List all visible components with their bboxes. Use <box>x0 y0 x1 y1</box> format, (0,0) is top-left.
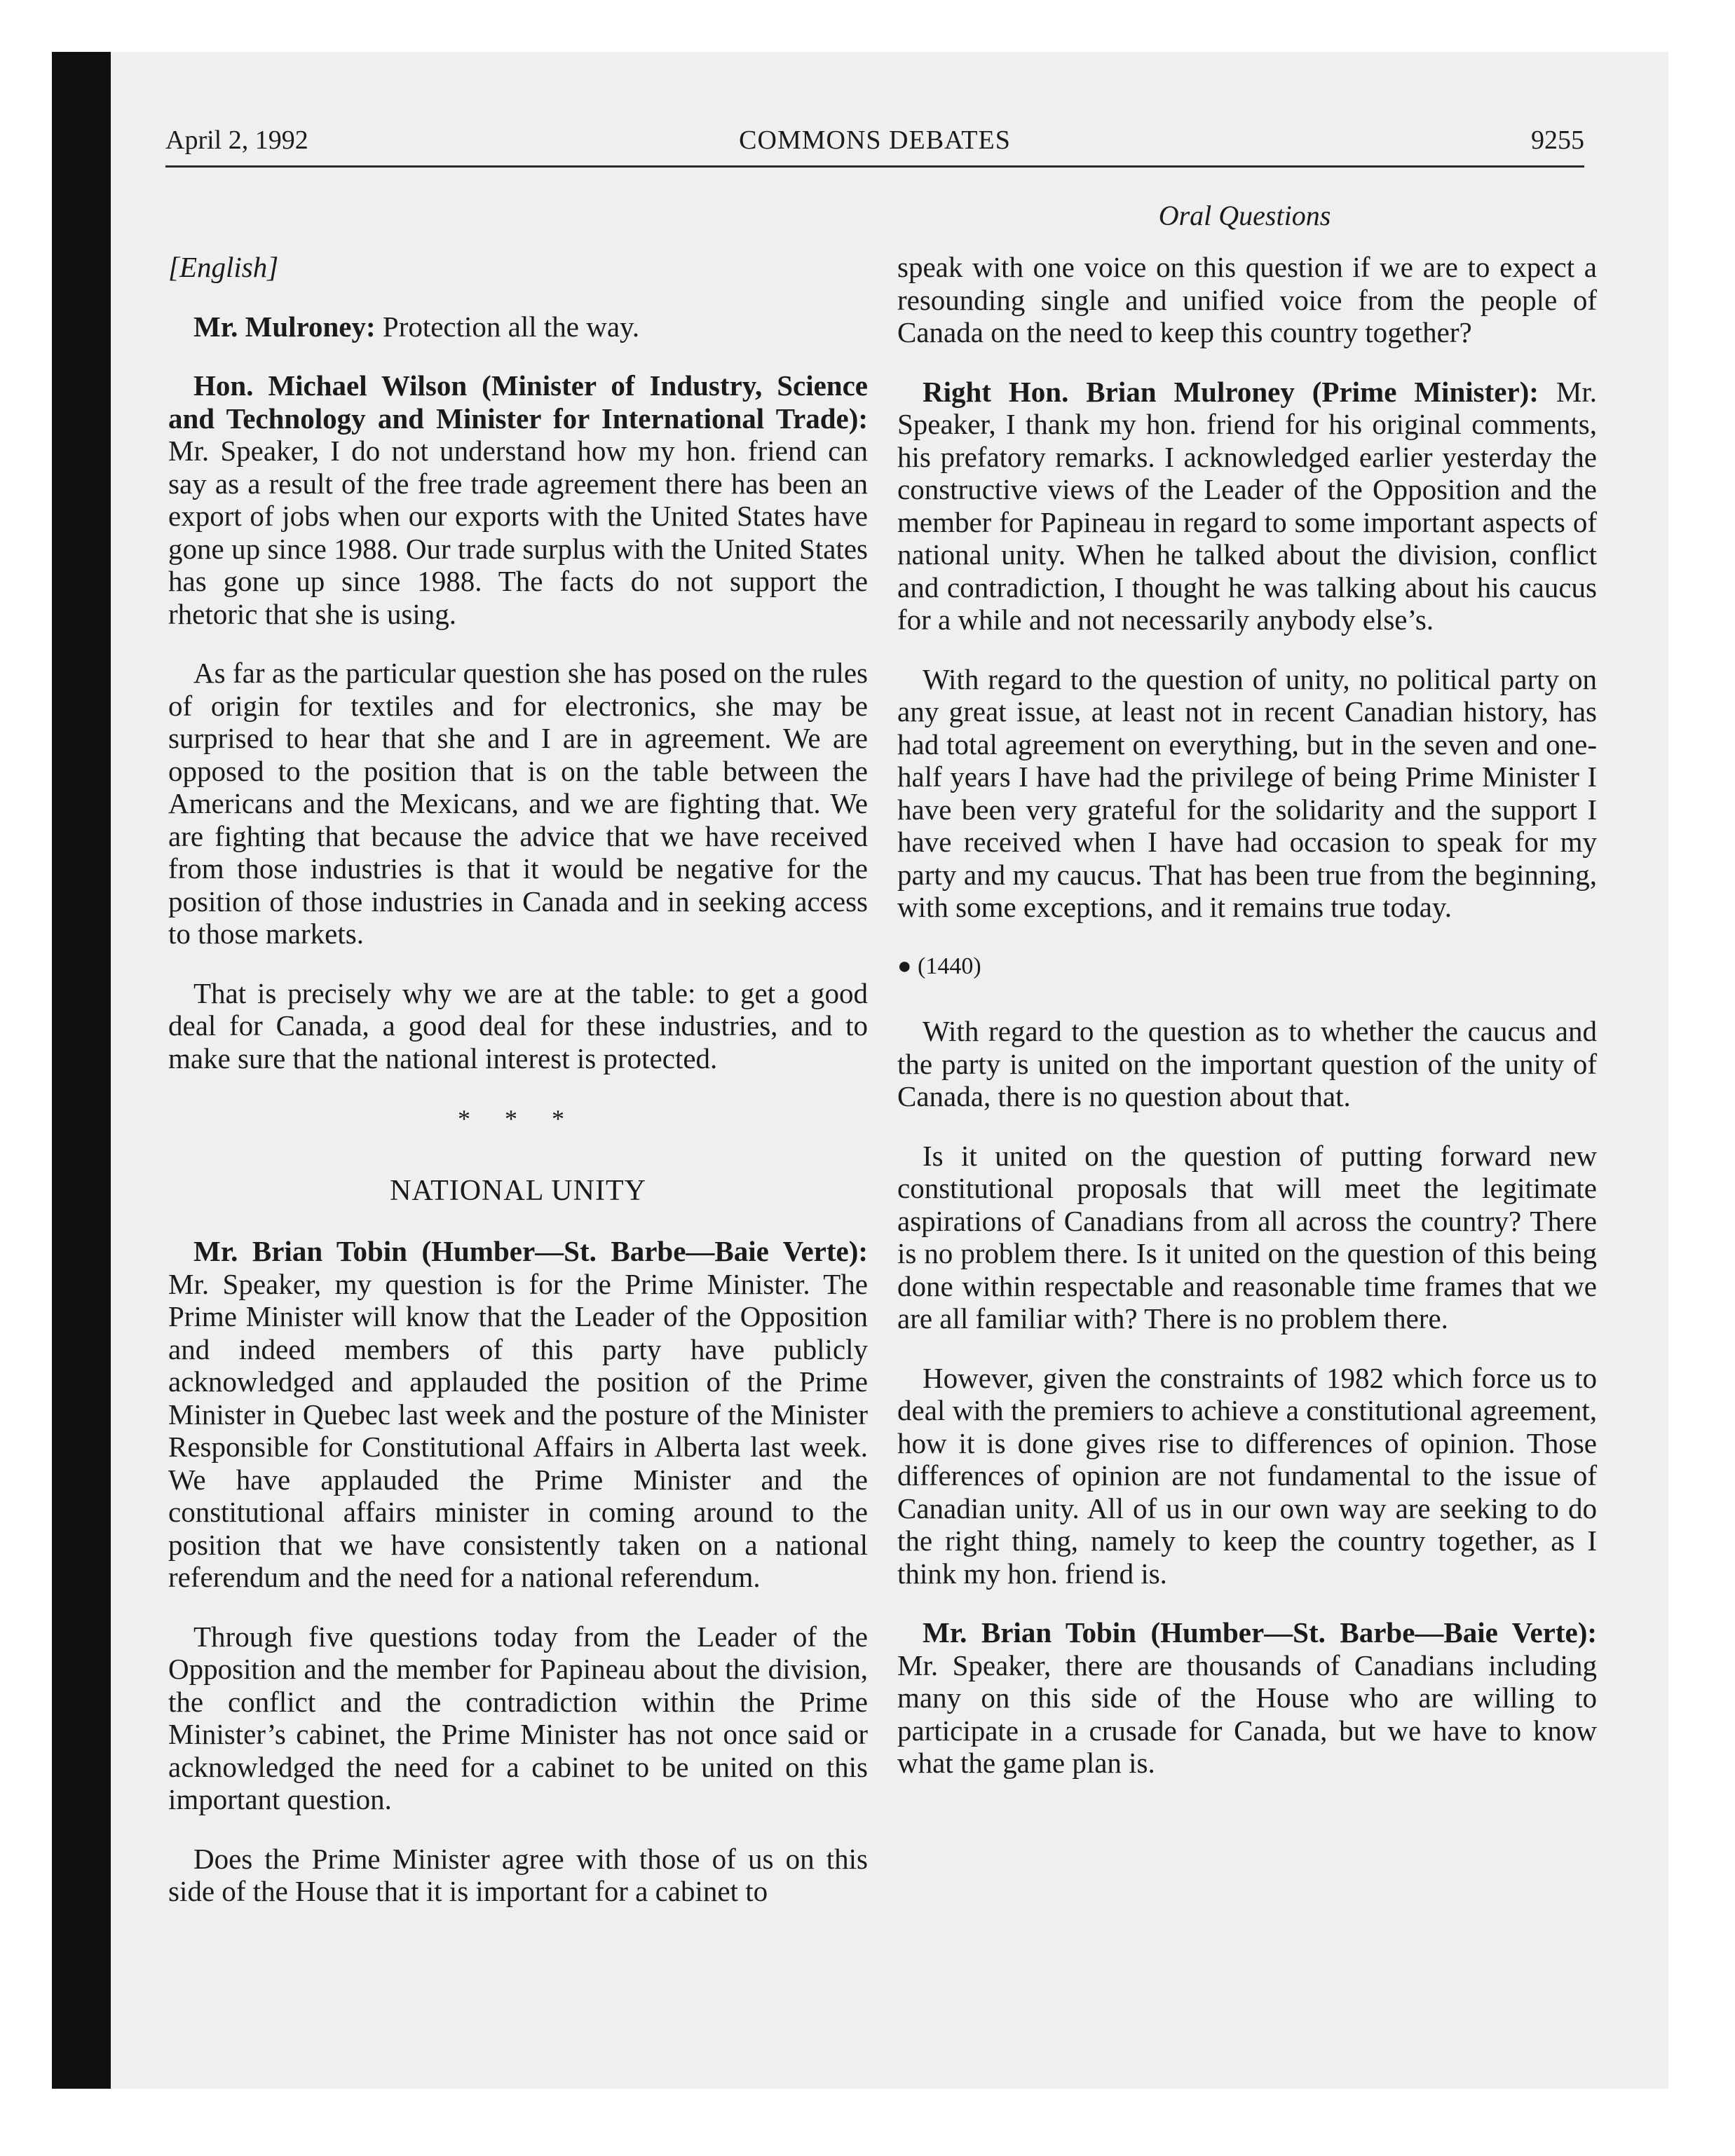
paragraph: That is precisely why we are at the table: to get a good deal for Canada, a good deal for these industries, and to make sure that the national interest is protected. <box>168 976 868 1074</box>
language-marker: [English] <box>168 251 279 283</box>
paragraph: With regard to the question as to whether the caucus and the party is united on the important question of the unity of Canada, there is no question about that. <box>897 1015 1597 1112</box>
paragraph <box>897 1616 1597 1780</box>
paragraph <box>168 1235 868 1594</box>
speech-text: Mr. Speaker, there are thousands of Canadians including many on this side of the House who are willing to participate in a crusade for Canada, but we have to know what the game plan is. <box>897 1649 1597 1779</box>
speaker-name: Mr. Mulroney: <box>193 310 376 343</box>
speaker-name: Right Hon. Brian Mulroney (Prime Minister): <box>923 375 1539 408</box>
paragraph: speak with one voice on this question if we are to expect a resounding single and unified voice from the people of Canada on the need to keep this country together? <box>897 251 1597 348</box>
section-separator: * * * <box>458 1105 578 1133</box>
speech-text: Protection all the way. <box>375 310 640 343</box>
time-marker: ● (1440) <box>897 953 981 979</box>
speech-text: Mr. Speaker, I do not understand how my hon. friend can say as a result of the free trade agreement there has been an export of jobs when our exports with the United States have gone up since 1988. Our trade surplus with the United States has gone up since 1988. The facts do not support the rhetoric that she is using. <box>168 435 868 630</box>
right-column <box>897 251 1597 1806</box>
header-page-number: 9255 <box>1531 125 1584 155</box>
speaker-name: Mr. Brian Tobin (Humber—St. Barbe—Baie Verte): <box>193 1235 868 1267</box>
left-column <box>168 251 868 1935</box>
paragraph <box>168 369 868 630</box>
speaker-name: Hon. Michael Wilson (Minister of Industry, Science and Technology and Minister for International Trade): <box>168 369 868 435</box>
paragraph: Through five questions today from the Leader of the Opposition and the member for Papineau about the division, the conflict and the contradiction within the Prime Minister’s cabinet, the Prime Minister has not once said or acknowledged the need for a cabinet to be united on this important question. <box>168 1620 868 1815</box>
running-head: Oral Questions <box>1158 200 1331 231</box>
section-heading: NATIONAL UNITY <box>390 1174 646 1207</box>
page-header <box>165 121 1584 168</box>
paragraph: With regard to the question of unity, no political party on any great issue, at least not in recent Canadian history, has had total agreement on everything, but in the seven and one-half years I have had the privilege of being Prime Minister I have been very grateful for the solidarity and the support I have received when I have had occasion to speak for my party and my caucus. That has been true from the beginning, with some exceptions, and it remains true today. <box>897 662 1597 923</box>
header-date: April 2, 1992 <box>165 125 308 155</box>
binding-edge <box>52 52 111 2089</box>
paragraph: Is it united on the question of putting forward new constitutional proposals that will meet the legitimate aspirations of Canadians from all across the country? There is no problem there. Is it united on the question of this being done within respectable and reasonable time frames that we are all familiar with? There is no problem there. <box>897 1139 1597 1335</box>
speech-text: Mr. Speaker, I thank my hon. friend for his original comments, his prefatory remarks. I acknowledged earlier yesterday the constructive views of the Leader of the Opposition and the member for Papineau in regard to some important aspects of national unity. When he talked about the division, conflict and contradiction, I thought he was talking about his caucus for a while and not necessarily anybody else’s. <box>897 375 1597 636</box>
speech-text: Mr. Speaker, my question is for the Prime Minister. The Prime Minister will know that the Leader of the Opposition and indeed members of this party have publicly acknowledged and applauded the position of the Prime Minister in Quebec last week and the posture of the Minister Responsible for Constitutional Affairs in Alberta last week. We have applauded the Prime Minister and the constitutional affairs minister in coming around to the position that we have consistently taken on a national referendum and the need for a national referendum. <box>168 1267 868 1593</box>
paragraph <box>897 376 1597 636</box>
header-title: COMMONS DEBATES <box>739 125 1011 155</box>
paragraph: As far as the particular question she has posed on the rules of origin for textiles and for electronics, she may be surprised to hear that she and I are in agreement. We are opposed to the position that is on the table between the Americans and the Mexicans, and we are fighting that. We are fighting that because the advice that we have received from those industries is that it would be negative for the position of those industries in Canada and in seeking access to those markets. <box>168 657 868 950</box>
paragraph <box>168 311 868 343</box>
paragraph: Does the Prime Minister agree with those of us on this side of the House that it is important for a cabinet to <box>168 1842 868 1907</box>
paragraph: However, given the constraints of 1982 which force us to deal with the premiers to achieve a constitutional agreement, how it is done gives rise to differences of opinion. Those differences of opinion are not fundamental to the issue of Canadian unity. All of us in our own way are seeking to do the right thing, namely to keep the country together, as I think my hon. friend is. <box>897 1361 1597 1590</box>
speaker-name: Mr. Brian Tobin (Humber—St. Barbe—Baie Verte): <box>923 1616 1597 1649</box>
